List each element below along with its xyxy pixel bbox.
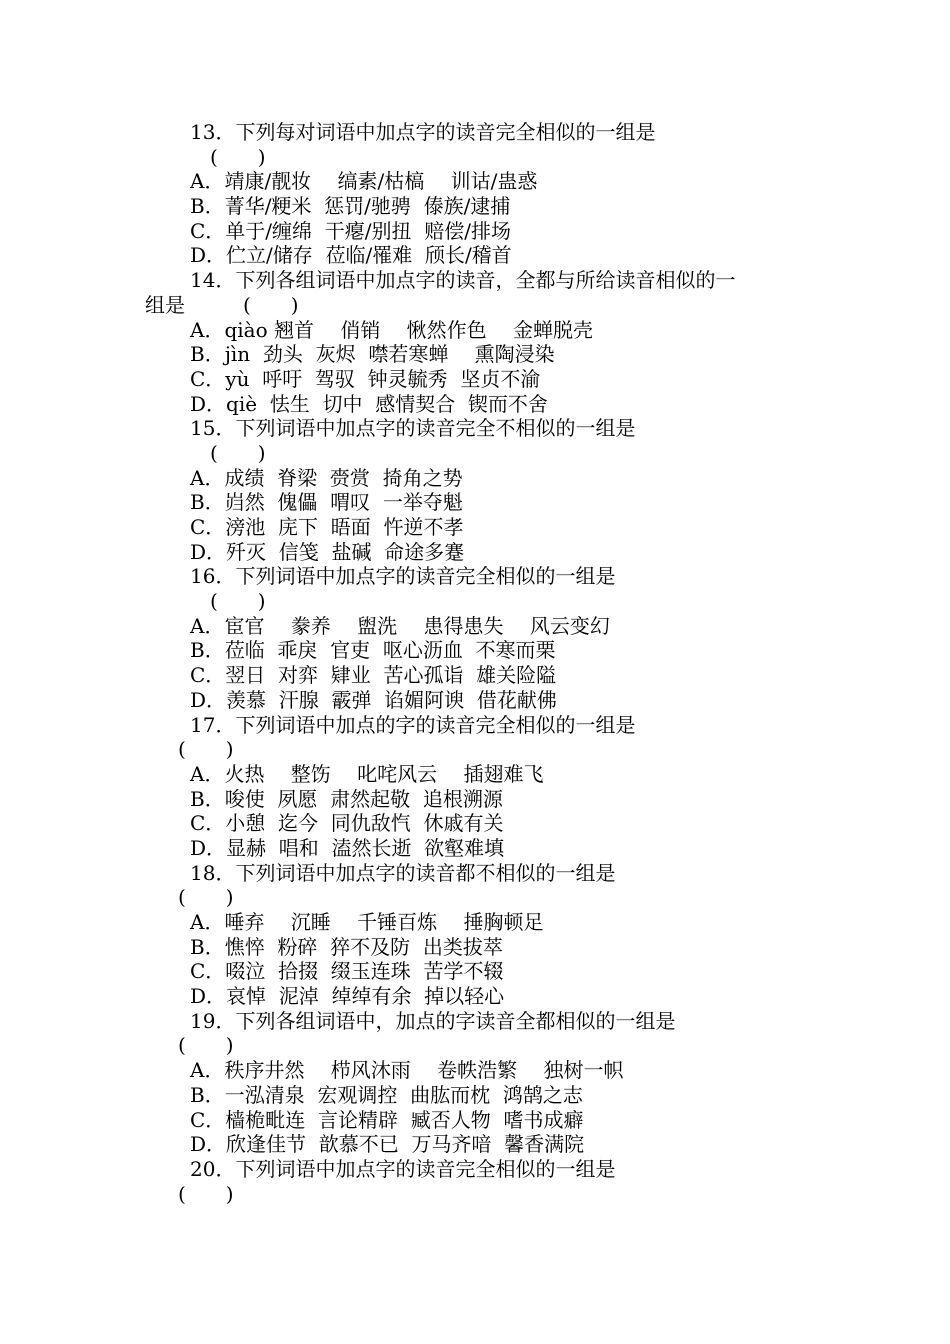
question-17-option-c: C．小憩 迄今 同仇敌忾 休戚有关 xyxy=(190,811,504,836)
question-17-option-d: D．显赫 唱和 溘然长逝 欲壑难填 xyxy=(190,835,505,860)
question-14-option-b: B．jìn 劲头 灰烬 噤若寒蝉 熏陶浸染 xyxy=(190,342,555,367)
question-16-option-c: C．翌日 对弈 肄业 苦心孤诣 雄关险隘 xyxy=(190,663,557,688)
question-18-option-c: C．啜泣 拾掇 缀玉连珠 苦学不辍 xyxy=(190,959,504,984)
question-16-option-b: B．莅临 乖戾 官吏 呕心沥血 不寒而栗 xyxy=(190,638,556,663)
question-18-option-d: D．哀悼 泥淖 绰绰有余 掉以轻心 xyxy=(190,984,505,1009)
question-18-stem: 18．下列词语中加点字的读音都不相似的一组是 xyxy=(190,860,616,885)
question-14-answer-blank: ( ) xyxy=(243,292,299,317)
question-13-option-c: C．单于/缠绵 干瘪/别扭 赔偿/排场 xyxy=(190,218,511,243)
question-14-option-c: C．yù 呼吁 驾驭 钟灵毓秀 坚贞不渝 xyxy=(190,366,541,391)
question-19-option-d: D．欣逢佳节 歆慕不已 万马齐喑 馨香满院 xyxy=(190,1132,585,1157)
question-13-option-b: B．菁华/粳米 惩罚/驰骋 傣族/逮捕 xyxy=(190,194,511,219)
document-page xyxy=(0,120,950,1206)
question-14-stem: 14．下列各组词语中加点字的读音，全都与所给读音相似的一 xyxy=(190,268,736,293)
question-14-stem-tail: 组是 xyxy=(145,292,185,317)
question-18-option-b: B．憔悴 粉碎 猝不及防 出类拔萃 xyxy=(190,934,503,959)
question-16-stem: 16．下列词语中加点字的读音完全相似的一组是 xyxy=(190,564,616,589)
question-20-stem: 20．下列词语中加点字的读音完全相似的一组是 xyxy=(190,1156,616,1181)
question-15-answer-blank: ( ) xyxy=(210,440,266,465)
question-16-option-d: D．羡慕 汗腺 霰弹 谄媚阿谀 借花献佛 xyxy=(190,687,557,712)
question-16-option-a: A．宦官 豢养 盥洗 患得患失 风云变幻 xyxy=(190,613,610,638)
question-19-option-b: B．一泓清泉 宏观调控 曲肱而枕 鸿鹄之志 xyxy=(190,1082,583,1107)
question-14-stem-continued xyxy=(0,293,950,318)
question-19-option-a: A．秩序井然 栉风沐雨 卷帙浩繁 独树一帜 xyxy=(190,1058,624,1083)
question-18-option-a: A．唾弃 沉睡 千锤百炼 捶胸顿足 xyxy=(190,910,544,934)
question-20-answer-blank: ( ) xyxy=(178,1181,234,1206)
question-19-stem: 19．下列各组词语中，加点的字读音全都相似的一组是 xyxy=(190,1008,676,1033)
question-15-option-a: A．成绩 脊梁 赍赏 掎角之势 xyxy=(190,465,463,490)
question-19-option-c: C．樯桅毗连 言论精辟 臧否人物 嗜书成癖 xyxy=(190,1107,584,1132)
question-13-answer-blank: ( ) xyxy=(210,144,266,169)
question-14-option-a: A．qiào 翘首 俏销 愀然作色 金蝉脱壳 xyxy=(190,317,594,342)
question-13-stem: 13．下列每对词语中加点字的读音完全相似的一组是 xyxy=(190,120,656,144)
question-17-answer-blank: ( ) xyxy=(178,737,234,762)
question-15-stem: 15．下列词语中加点字的读音完全不相似的一组是 xyxy=(190,416,636,441)
question-18-answer-blank: ( ) xyxy=(178,885,234,910)
question-15-option-c: C．滂池 庑下 晤面 忤逆不孝 xyxy=(190,515,464,539)
question-17-option-b: B．唆使 夙愿 肃然起敬 追根溯源 xyxy=(190,786,503,811)
question-13-option-a: A．靖康/靓妆 缟素/枯槁 训诂/蛊惑 xyxy=(190,169,538,194)
question-19-answer-blank: ( ) xyxy=(178,1033,234,1058)
question-14-option-d: D．qiè 怯生 切中 感情契合 锲而不舍 xyxy=(190,391,548,416)
question-17-option-a: A．火热 整饬 叱咤风云 插翅难飞 xyxy=(190,761,544,786)
question-15-option-d: D．歼灭 信笺 盐碱 命途多蹇 xyxy=(190,539,465,564)
question-13-option-d: D．伫立/储存 莅临/罹难 颀长/稽首 xyxy=(190,243,512,268)
question-17-stem: 17．下列词语中加点的字的读音完全相似的一组是 xyxy=(190,712,636,737)
question-15-option-b: B．岿然 傀儡 喟叹 一举夺魁 xyxy=(190,490,463,515)
question-16-answer-blank: ( ) xyxy=(210,589,266,614)
